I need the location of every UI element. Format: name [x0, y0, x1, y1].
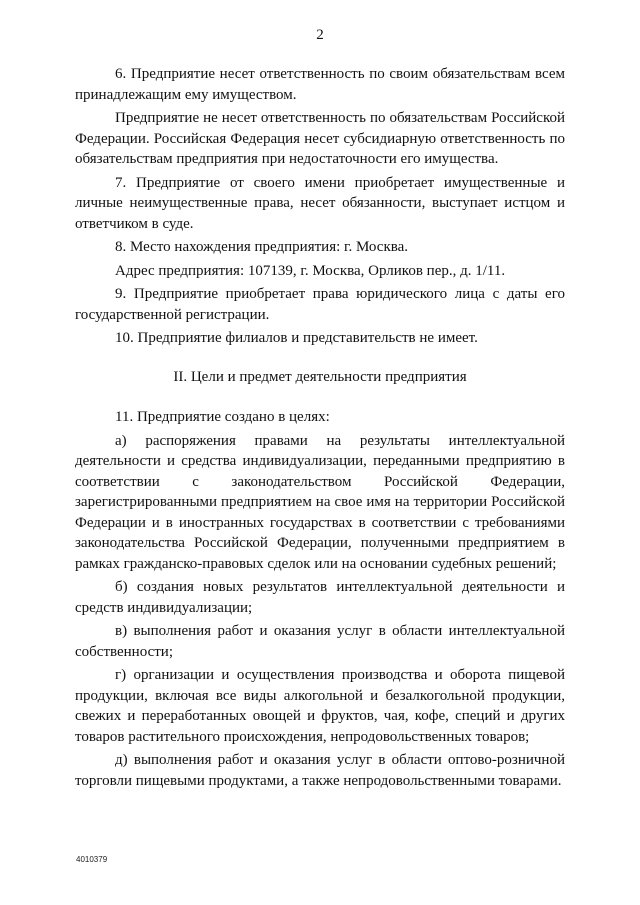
paragraph-11-d: д) выполнения работ и оказания услуг в области оптово-розничной торговли пищевыми продуктами, а также непродовольственными товарами.: [75, 752, 565, 789]
paragraph-6-continued: Предприятие не несет ответственность по обязательствам Российской Федерации. Российская Федерация несет субсидиарную ответственность по обязательствам предприятия при недостаточности его имущества.: [75, 110, 565, 167]
paragraph-11-v: в) выполнения работ и оказания услуг в области интеллектуальной собственности;: [75, 623, 565, 660]
paragraph-6: 6. Предприятие несет ответственность по своим обязательствам всем принадлежащим ему имуществом.: [75, 66, 565, 103]
paragraph-9: 9. Предприятие приобретает права юридического лица с даты его государственной регистрации.: [75, 286, 565, 323]
paragraph-10: 10. Предприятие филиалов и представительств не имеет.: [115, 330, 478, 346]
page-number: 2: [316, 27, 324, 43]
paragraph-11-b: б) создания новых результатов интеллектуальной деятельности и средств индивидуализации;: [75, 579, 565, 616]
paragraph-8-address: Адрес предприятия: 107139, г. Москва, Орликов пер., д. 1/11.: [115, 262, 506, 279]
paragraph-11: 11. Предприятие создано в целях:: [115, 409, 330, 425]
paragraph-8: 8. Место нахождения предприятия: г. Москва.: [115, 239, 409, 255]
paragraph-11-a: а) распоряжения правами на результаты интеллектуальной деятельности и средства индивидуализации, переданными предприятию в соответствии с законодательством Российской Федерации, зарегистрированными предприятием на свое имя на территории Российской Федерации и в иностранных государствах в соответствии с требованиями законодательства Российской Федерации, полученными предприятием в рамках гражданско-правовых сделок или на основании судебных решений;: [75, 432, 565, 572]
document-code: 4010379: [76, 855, 108, 864]
document-body: [75, 64, 565, 794]
paragraph-11-g: г) организации и осуществления производства и оборота пищевой продукции, включая все виды алкогольной и безалкогольной продукции, свежих и переработанных овощей и фруктов, чая, кофе, специй и других товаров растительного происхождения, непродовольственных товаров;: [75, 667, 565, 745]
paragraph-7: 7. Предприятие от своего имени приобретает имущественные и личные неимущественные права, несет обязанности, выступает истцом и ответчиком в суде.: [75, 174, 565, 232]
section-heading: II. Цели и предмет деятельности предприятия: [173, 368, 467, 385]
